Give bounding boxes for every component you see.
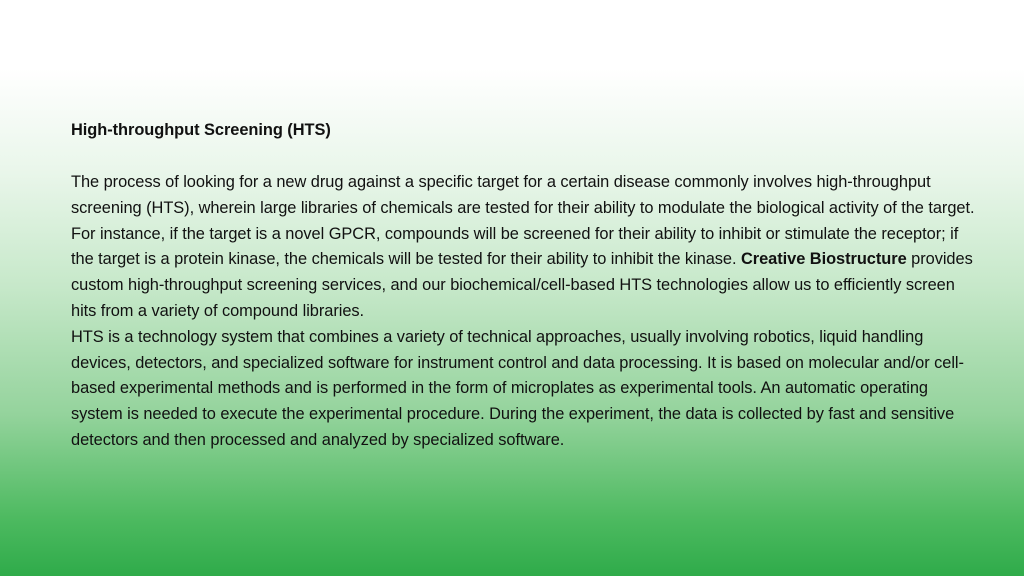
text-body	[71, 118, 981, 454]
company-name: Creative Biostructure	[741, 250, 907, 269]
paragraph-intro-text: The process of looking for a new drug against a specific target for a certain disease commonly involves high-throughput screening (HTS), wherein large libraries of chemicals are tested for their ability to modulate the biological activity of the target. For instance, if the target is a novel GPCR, compounds will be screened for their ability to inhibit or stimulate the receptor; if the target is a protein kinase, the chemicals will be tested for their ability to inhibit the kinase.	[71, 173, 975, 269]
paragraph-hts-description: HTS is a technology system that combines a variety of technical approaches, usually involving robotics, liquid handling devices, detectors, and specialized software for instrument control and data processing. It is based on molecular and/or cell-based experimental methods and is performed in the form of microplates as experimental tools. An automatic operating system is needed to execute the experimental procedure. During the experiment, the data is collected by fast and sensitive detectors and then processed and analyzed by specialized software.	[71, 327, 964, 449]
slide-heading: High-throughput Screening (HTS)	[71, 121, 331, 139]
paragraph-intro	[71, 170, 981, 325]
paragraph-intro-continued: provides custom high-throughput screening services, and our biochemical/cell-based HTS technologies allow us to efficiently screen hits from a variety of compound libraries.	[71, 250, 973, 320]
blank-line	[71, 144, 981, 170]
